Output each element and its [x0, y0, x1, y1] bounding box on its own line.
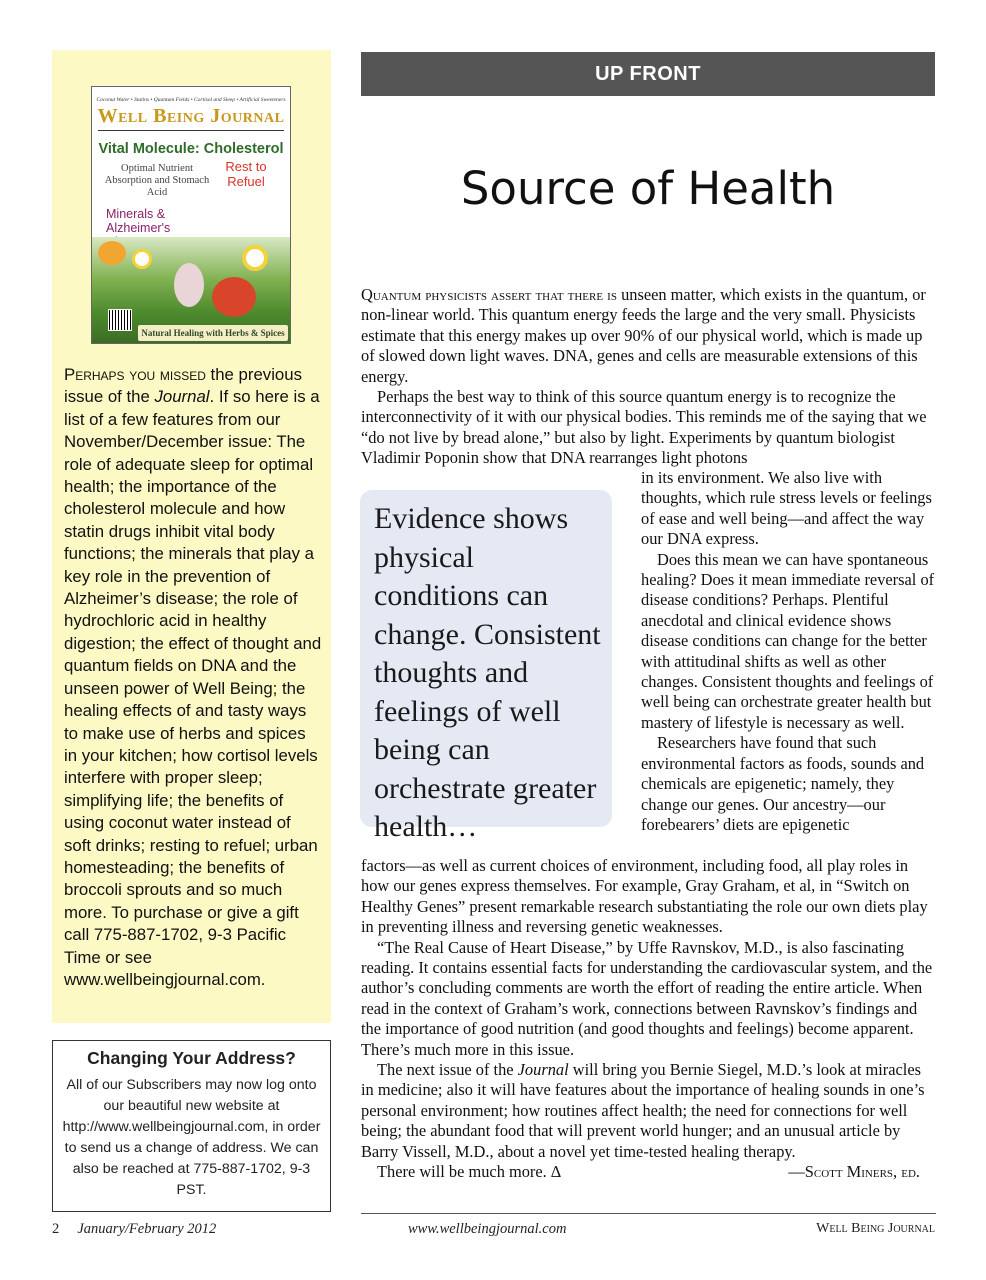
intro-journal: Journal — [154, 387, 210, 407]
p6-text-b: will bring you Bernie Siegel, M.D.’s look at miracles in medicine; also it will have features about the importance of healing sounds in one’s personal environment; how routines affect health; the need for connections for well being; the abundant food that will prevent world hunger; and an unusual article by Barry Vissell, M.D., about a novel yet time-tested healing therapy. — [361, 1060, 925, 1161]
cover-minerals-label: Minerals & Alzheimer's — [106, 207, 171, 235]
page-number: 2 — [52, 1221, 60, 1237]
paragraph-2-cont: in its environment. We also live with thoughts, which rule stress levels or feelings of ease and well being—and affect the way our DNA express. — [641, 468, 932, 549]
issue-date: January/February 2012 — [77, 1221, 217, 1237]
page-title: Source of Health — [460, 162, 836, 215]
intro-text-a: the previous issue of the — [64, 365, 302, 407]
address-change-box — [52, 1040, 331, 1212]
section-banner: UP FRONT — [361, 52, 935, 96]
p6-journal: Journal — [517, 1060, 569, 1080]
paragraph-4-cont: factors—as well as current choices of environment, including food, all play roles in how our genes express themselves. For example, Gray Graham, et al, in “Switch on Healthy Genes” present remarkable research substantiating the role our own diets play in preventing illness and reversing genetic weaknesses. — [361, 856, 928, 937]
p6-text-a: The next issue of the — [377, 1060, 518, 1080]
paragraph-5: “The Real Cause of Heart Disease,” by Uffe Ravnskov, M.D., is also fascinating reading. It contains essential facts for understanding the cardiovascular system, and the author’s concluding comments are worth the effort of reading the entire article. When read in the context of Graham’s work, connections between Ravnskov’s findings and the importance of good nutrition (and good thoughts and feelings) become apparent. There’s much more in this issue. — [361, 937, 933, 1059]
nasturtium-shape — [98, 241, 126, 265]
magazine-cover-image[interactable] — [91, 86, 291, 344]
footer-publication: Well Being Journal — [816, 1221, 935, 1236]
closing-line — [361, 1162, 936, 1182]
cover-masthead: Well Being Journal — [97, 105, 285, 127]
closing-text: There will be much more. ∆ — [377, 1162, 561, 1182]
paragraph-1 — [361, 285, 936, 387]
radish-shape — [174, 263, 204, 307]
author-signature: —Scott Miners, ed. — [788, 1162, 920, 1182]
paragraph-2: Perhaps the best way to think of this source quantum energy is to recognize the interconnectivity of it with our physical bodies. This reminds me of the saying that we “do not live by bread alone,” but also by light. Experiments by quantum biologist Vladimir Poponin show that DNA rearranges light photons — [361, 387, 927, 468]
cover-topline: Coconut Water • Statins • Quantum Fields • Cortisol and Sleep • Artificial Sweeteners — [96, 97, 286, 103]
paragraph-4: Researchers have found that such environmental factors as foods, sounds and chemicals are epigenetic; namely, they change our genes. Our ancestry—our forebearers’ diets are epigenetic — [641, 733, 925, 834]
flower-shape — [132, 249, 152, 269]
pull-quote: Evidence shows physical conditions can change. Consistent thoughts and feelings of well being can orchestrate greater health… — [360, 490, 612, 827]
intro-smallcaps: Perhaps you missed — [64, 365, 206, 384]
article-narrow-column — [641, 468, 936, 835]
address-box-body: All of our Subscribers may now log onto our beautiful new website at http://www.wellbeingjournal.com, in order to send us a change of address. We can also be reached at 775-887-1702, 9-3 PST. — [62, 1077, 321, 1198]
footer-url[interactable]: www.wellbeingjournal.com — [408, 1221, 567, 1237]
article-lead — [361, 285, 936, 469]
tomato-shape — [212, 277, 256, 317]
p1-text: unseen matter, which exists in the quantum, or non-linear world. This quantum energy feeds the large and the very small. Physicists estimate that this energy makes up over 90% of our physical world, which is made up of slowed down light waves. DNA, genes and cells are measurable extensions of this energy. — [361, 285, 926, 386]
flower-shape — [242, 245, 268, 271]
cover-rule — [98, 130, 284, 131]
previous-issue-text — [64, 364, 322, 991]
cover-footer-banner: Natural Healing with Herbs & Spices — [138, 325, 288, 341]
cover-rest-text: Rest to Refuel — [225, 159, 267, 189]
footer-page-date — [52, 1221, 216, 1238]
article-lower — [361, 856, 936, 1183]
cover-headline: Vital Molecule: Cholesterol — [98, 141, 284, 157]
cover-nutrient-text: Optimal Nutrient Absorption and Stomach Acid — [104, 163, 210, 198]
paragraph-3: Does this mean we can have spontaneous healing? Does it mean immediate reversal of disease conditions? Perhaps. Plentiful anecdotal and clinical evidence shows disease conditions can change for the better with attitudinal shifts as well as other changes. Consistent thoughts and feelings of well being can orchestrate greater health but mastery of lifestyle is necessary as well. — [641, 549, 935, 732]
paragraph-6 — [361, 1060, 936, 1162]
footer-rule — [361, 1213, 936, 1214]
barcode-graphic — [108, 309, 132, 331]
sidebar-panel — [52, 50, 331, 1023]
p1-smallcaps: Quantum physicists assert that there is — [361, 285, 617, 304]
address-box-title: Changing Your Address? — [87, 1048, 296, 1068]
intro-text-b: . If so here is a list of a few features from our November/December issue: The role of adequate sleep for optimal health; the importance of the cholesterol molecule and how statin drugs inhibit vital body functions; the minerals that play a key role in the prevention of Alzheimer’s disease; the role of hydrochloric acid in healthy digestion; the effect of thought and quantum fields on DNA and the unseen power of Well Being; the healing effects of and tasty ways to make use of herbs and spices in your kitchen; how cortisol levels interfere with proper sleep; simplifying life; the benefits of using coconut water instead of soft drinks; resting to refuel; urban homesteading; the benefits of broccoli sprouts and so much more. To purchase or give a gift call 775-887-1702, 9-3 Pacific Time or see www.wellbeingjournal.com. — [64, 387, 322, 989]
